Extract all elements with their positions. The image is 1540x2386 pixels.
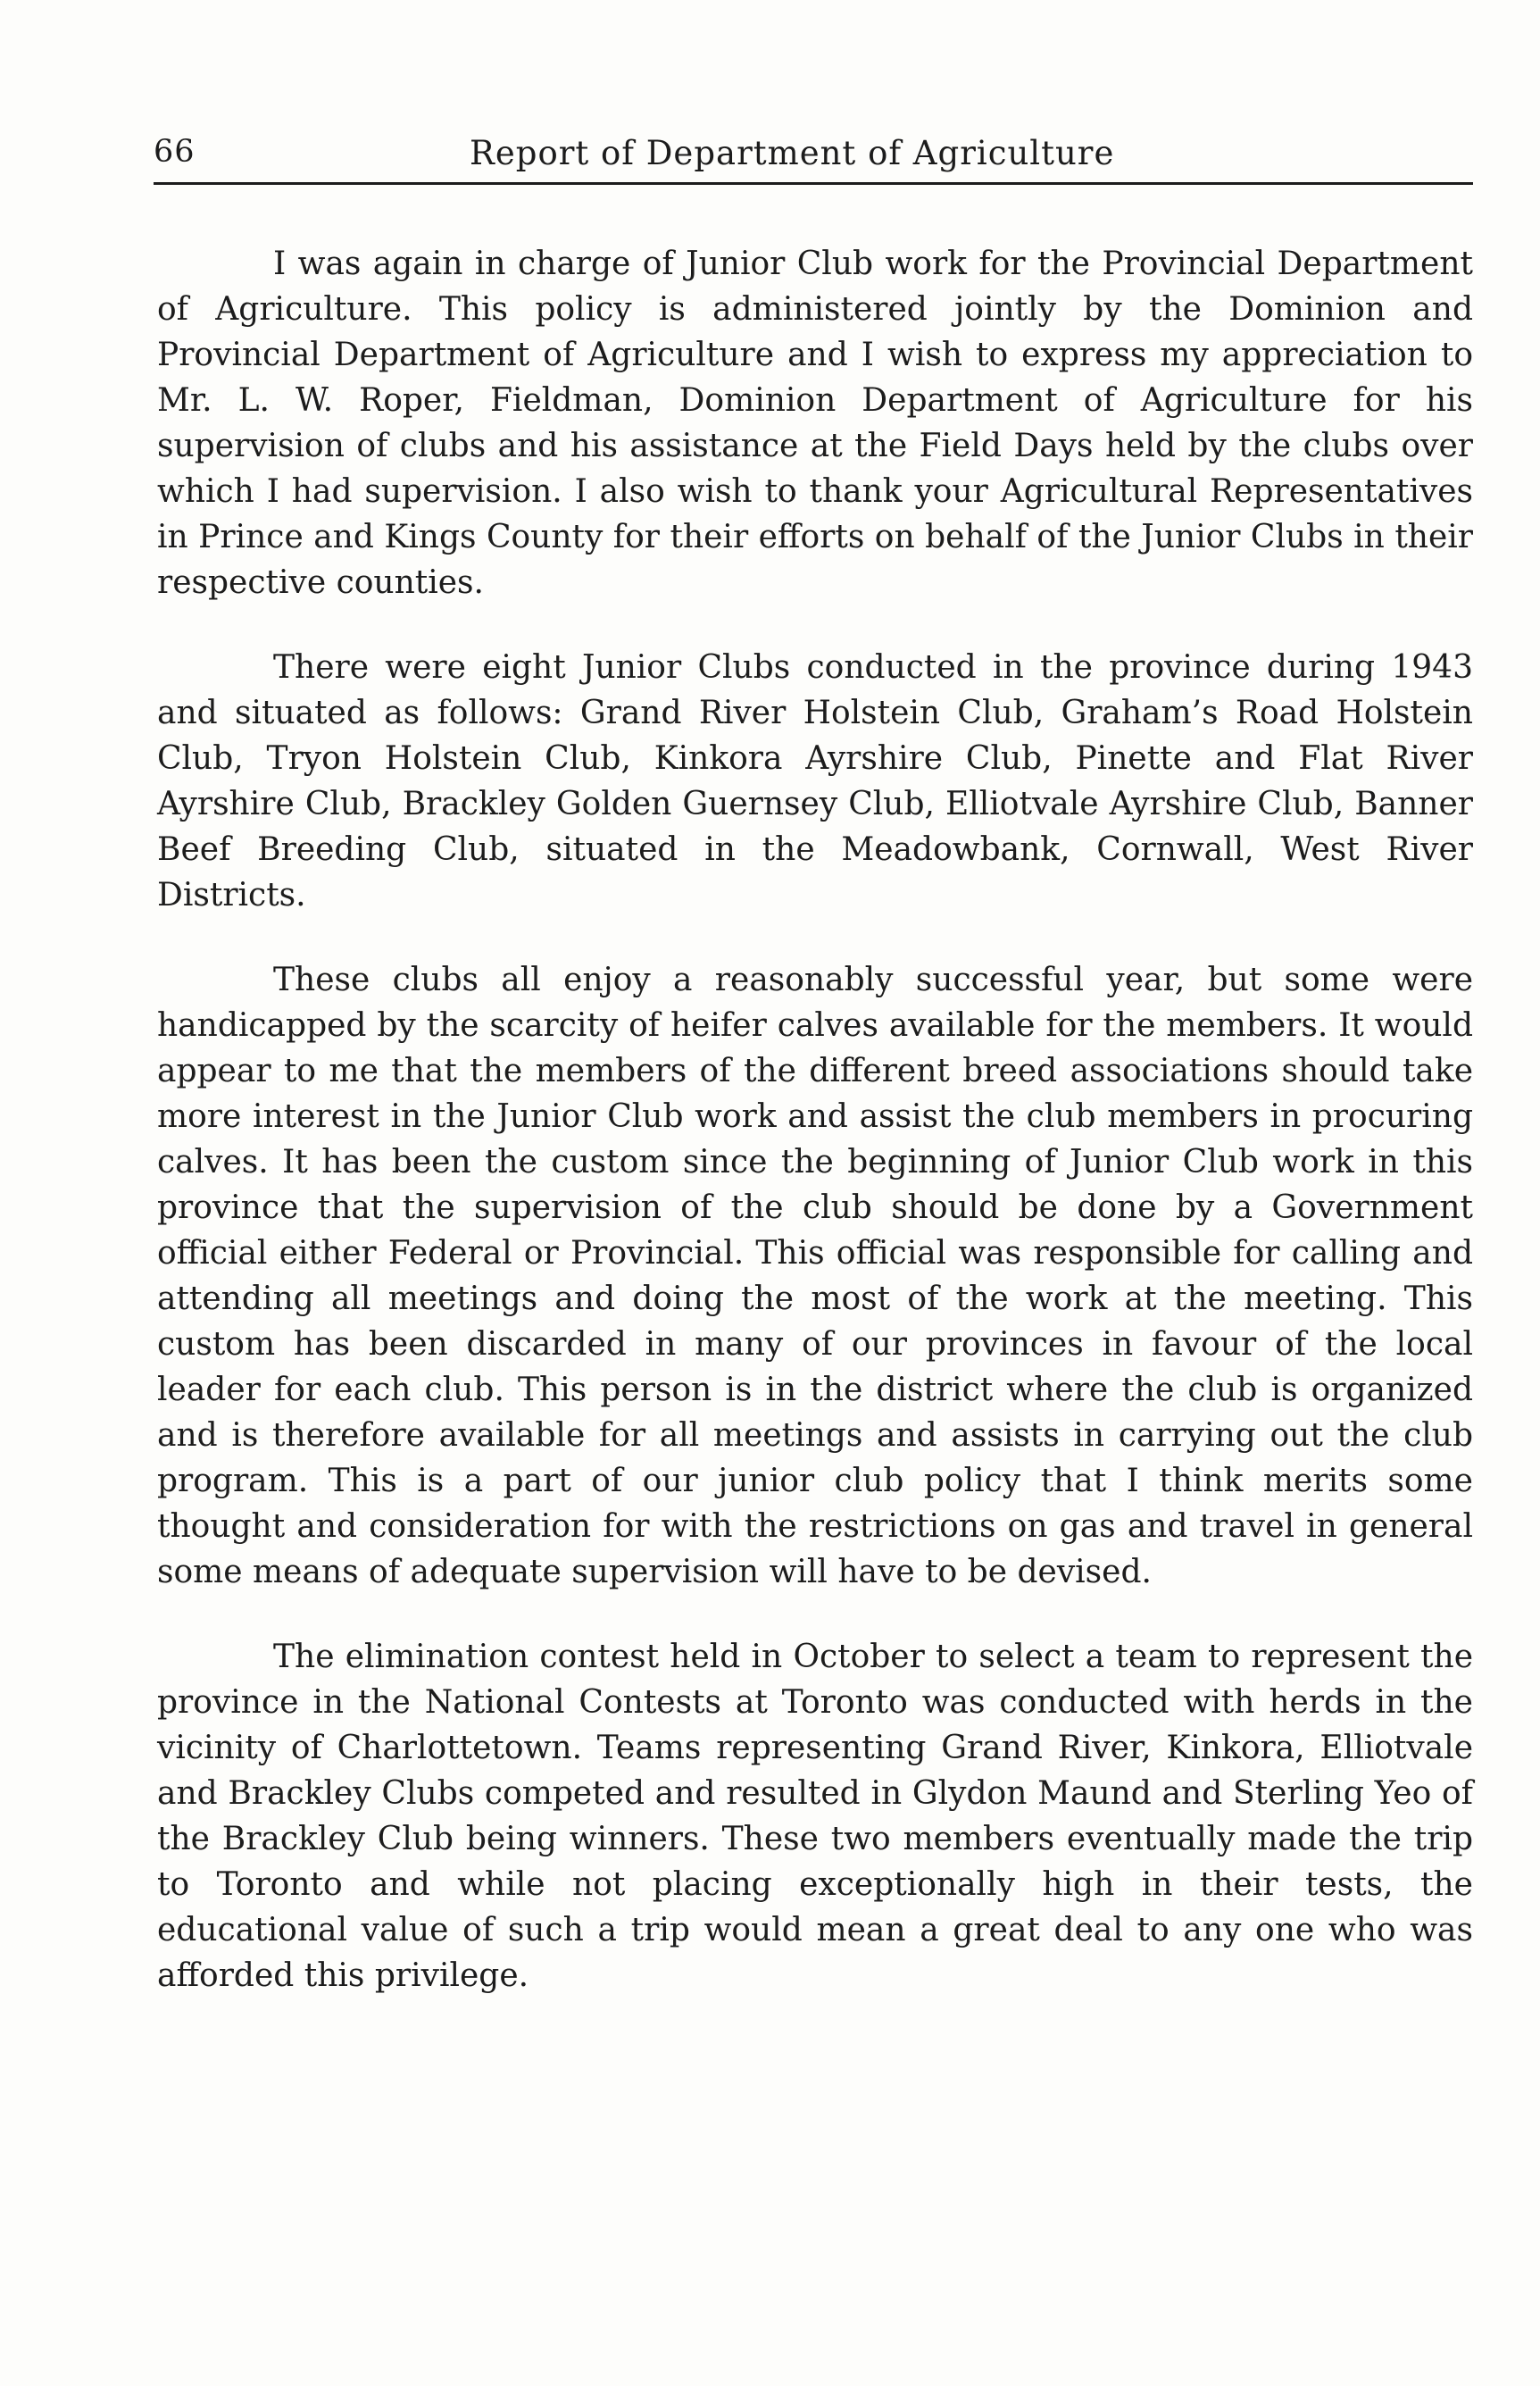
paragraph-clubs-list: There were eight Junior Clubs conducted in the province during 1943 and situated as follows: Grand River Holstein Club, Graham’s Road Holstein Club, Tryon Holstein Club, Kinkora Ayrshire Club, Pinette and Flat River Ayrshire Club, Brackley Golden Guernsey Club, Elliotvale Ayrshire Club, Banner Beef Breeding Club, situated in the Meadowbank, Cornwall, West River Districts. <box>157 649 1473 914</box>
paragraph-junior-club-work: I was again in charge of Junior Club work for the Provincial Department of Agriculture. This policy is administered jointly by the Dominion and Provincial Department of Agriculture and I wish to express my appreciation to Mr. L. W. Roper, Fieldman, Dominion Department of Agriculture for his supervision of clubs and his assistance at the Field Days held by the clubs over which I had supervision. I also wish to thank your Agricultural Representatives in Prince and Kings County for their efforts on behalf of the Junior Clubs in their respective counties. <box>157 246 1473 601</box>
body-text <box>157 241 1473 2038</box>
paragraph-club-supervision: These clubs all enjoy a reasonably successful year, but some were handicapped by the scarcity of heifer calves available for the members. It would appear to me that the members of the different breed associations should take more interest in the Junior Club work and assist the club members in procuring calves. It has been the custom since the beginning of Junior Club work in this province that the supervision of the club should be done by a Government official either Federal or Provincial. This official was responsible for calling and attending all meetings and doing the most of the work at the meeting. This custom has been discarded in many of our provinces in favour of the local leader for each club. This person is in the district where the club is organized and is therefore available for all meetings and assists in carrying out the club program. This is a part of our junior club policy that I think merits some thought and consideration for with the restrictions on gas and travel in general some means of adequate supervision will have to be devised. <box>157 962 1473 1590</box>
page-header <box>154 132 1473 185</box>
running-title: Report of Department of Agriculture <box>470 134 1115 172</box>
paragraph-elimination-contest: The elimination contest held in October to select a team to represent the province in the National Contests at Toronto was conducted with herds in the vicinity of Charlottetown. Teams representing Grand River, Kinkora, Elliotvale and Brackley Clubs competed and resulted in Glydon Maund and Sterling Yeo of the Brackley Club being winners. These two members eventually made the trip to Toronto and while not placing exceptionally high in their tests, the educational value of such a trip would mean a great deal to any one who was afforded this privilege. <box>157 1639 1473 1994</box>
page-number: 66 <box>154 134 196 170</box>
